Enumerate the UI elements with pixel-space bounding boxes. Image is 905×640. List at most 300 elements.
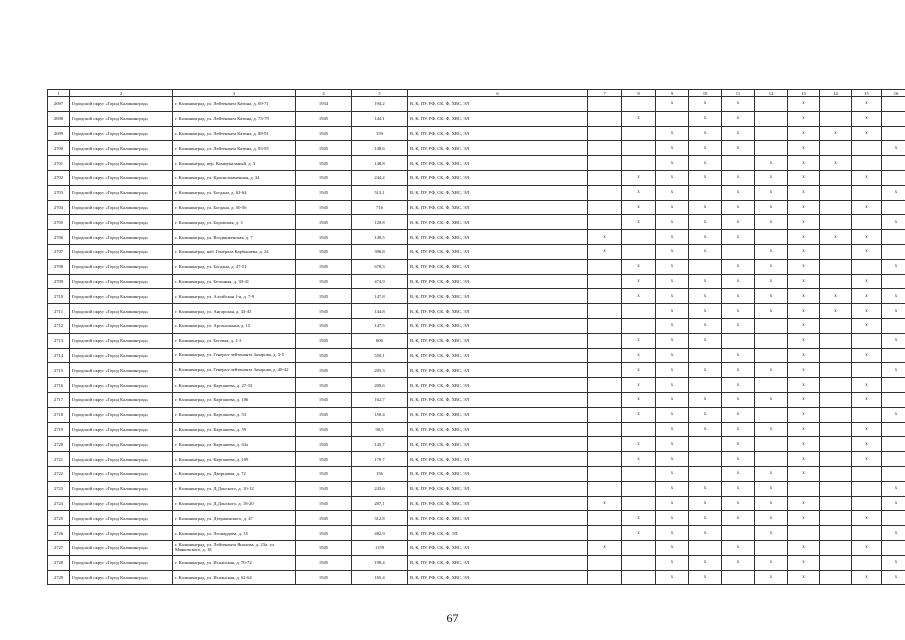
table-cell: 474,9 [352,274,408,289]
mark-cell [755,318,788,333]
table-cell: 2710 [48,289,70,304]
table-cell: г. Калининград, ул. Беговая, д. 1-3 [173,333,296,348]
table-cell: 2708 [48,259,70,274]
table-cell: 2714 [48,348,70,363]
mark-cell: х [656,97,689,112]
mark-cell [820,526,852,541]
mark-cell [820,244,852,259]
table-cell: г. Калининград, ул. Богдана, д. 47-51 [173,259,296,274]
table-cell: 1945 [296,259,352,274]
mark-cell: х [656,555,689,570]
table-cell: 2704 [48,200,70,215]
mark-cell [622,422,656,437]
mark-cell: х [788,230,820,245]
table-cell: Городской округ «Город Калининград» [70,185,173,200]
mark-cell [882,97,905,112]
table-cell: 2702 [48,170,70,185]
mark-cell [588,333,622,348]
mark-cell: х [755,555,788,570]
table-cell: Городской округ «Город Калининград» [70,378,173,393]
mark-cell: х [622,407,656,422]
mark-cell: х [820,156,852,171]
table-cell: 2712 [48,318,70,333]
table-cell: 149,5 [352,230,408,245]
table-cell: 90,5 [352,422,408,437]
mark-cell [820,452,852,467]
table-cell: 1945 [296,422,352,437]
table-row [48,466,905,481]
table-cell: В, К, ПУ, РФ, СК, Ф, ХВС, ЭЛ [408,363,588,378]
mark-cell: х [882,215,905,230]
mark-cell [588,363,622,378]
mark-cell [622,318,656,333]
table-cell: 2700 [48,141,70,156]
mark-cell [788,481,820,496]
mark-cell [882,126,905,141]
table-cell: Городской округ «Город Калининград» [70,333,173,348]
mark-cell: х [852,392,882,407]
mark-cell: х [755,289,788,304]
mark-cell: х [788,200,820,215]
mark-cell [820,570,852,585]
mark-cell [852,363,882,378]
mark-cell: х [755,304,788,319]
mark-cell [622,126,656,141]
table-cell: 2726 [48,526,70,541]
mark-cell [882,348,905,363]
table-cell: г. Калининград, ул. Лейтенанта Катина, д. 69-71 [173,97,296,112]
table-cell: 2725 [48,511,70,526]
mark-cell: х [788,422,820,437]
table-cell: В, К, ПУ, РФ, СК, Ф, ХВС, ЭЛ [408,555,588,570]
table-cell: Городской округ «Город Калининград» [70,496,173,511]
mark-cell: х [820,289,852,304]
table-cell: 147,8 [352,289,408,304]
mark-cell: х [852,348,882,363]
column-header: 1 [48,90,70,97]
mark-cell [622,555,656,570]
mark-cell: х [882,259,905,274]
table-cell: г. Калининград, ул. Карташева, д. 59 [173,422,296,437]
table-cell: Городской округ «Город Калининград» [70,304,173,319]
mark-cell [689,437,722,452]
column-header: 5 [352,90,408,97]
mark-cell: х [788,274,820,289]
table-cell: В, К, ПУ, РФ, СК, Ф, ХВС, ЭЛ [408,126,588,141]
mark-cell: х [788,141,820,156]
table-cell: В, К, ПУ, РФ, СК, Ф, ХВС, ЭЛ [408,333,588,348]
table-cell: Городской округ «Город Калининград» [70,170,173,185]
mark-cell [882,244,905,259]
mark-cell: х [722,304,755,319]
mark-cell [820,422,852,437]
table-cell: 2724 [48,496,70,511]
mark-cell: х [689,496,722,511]
mark-cell: х [689,170,722,185]
mark-cell: х [722,259,755,274]
table-cell: 2729 [48,570,70,585]
mark-cell [656,111,689,126]
table-cell: 205,3 [352,363,408,378]
mark-cell: х [588,496,622,511]
mark-cell: х [656,511,689,526]
mark-cell [852,526,882,541]
table-cell: 1945 [296,570,352,585]
table-cell: 1945 [296,437,352,452]
mark-cell [820,437,852,452]
table-cell: г. Калининград, ул. Дворцовая, д. 72 [173,466,296,481]
table-row [48,111,905,126]
table-cell: В, К, ПУ, РФ, СК, Ф, ХВС, ЭЛ [408,230,588,245]
table-cell: В, К, ПУ, РФ, СК, Ф, ХВС, ЭЛ [408,304,588,319]
table-cell: 194,2 [352,97,408,112]
table-cell: Городской округ «Город Калининград» [70,452,173,467]
table-row [48,540,905,555]
table-cell: Городской округ «Город Калининград» [70,481,173,496]
mark-cell: х [656,452,689,467]
table-cell: г. Калининград, ул. Боровская, д. 3 [173,215,296,230]
mark-cell: х [882,185,905,200]
table-row [48,422,905,437]
mark-cell [588,111,622,126]
table-row [48,511,905,526]
mark-cell [852,185,882,200]
mark-cell [588,392,622,407]
table-cell: Городской округ «Город Калининград» [70,259,173,274]
table-cell: г. Калининград, ул. Краснознаменная, д. 34 [173,170,296,185]
table-cell: В, К, ПУ, РФ, СК, Ф, ХВС, ЭЛ [408,466,588,481]
table-cell: 1945 [296,348,352,363]
mark-cell [788,526,820,541]
table-cell: 2706 [48,230,70,245]
mark-cell: х [689,407,722,422]
table-row [48,170,905,185]
table-cell: В, К, ПУ, РФ, СК, Ф, ХВС, ЭЛ [408,111,588,126]
mark-cell: х [788,97,820,112]
table-cell: 1945 [296,289,352,304]
table-cell: 1945 [296,511,352,526]
mark-cell: х [755,185,788,200]
table-cell: 156 [352,466,408,481]
mark-cell: х [882,363,905,378]
mark-cell [622,156,656,171]
column-header: 7 [588,90,622,97]
mark-cell: х [722,126,755,141]
mark-cell: х [788,496,820,511]
table-cell: г. Калининград, ул. Алтайская 1-я, д. 7-9 [173,289,296,304]
table-cell: Городской округ «Город Калининград» [70,437,173,452]
table-cell: 2709 [48,274,70,289]
mark-cell [820,215,852,230]
table-cell: Городской округ «Город Калининград» [70,540,173,555]
mark-cell [882,466,905,481]
mark-cell [755,378,788,393]
mark-cell [588,407,622,422]
mark-cell [722,526,755,541]
mark-cell: х [788,378,820,393]
table-cell: Городской округ «Город Калининград» [70,289,173,304]
table-cell: г. Калининград, ул. Испанская, д. 62-64 [173,570,296,585]
table-cell: 144,1 [352,111,408,126]
mark-cell [622,570,656,585]
table-cell: Городской округ «Город Калининград» [70,215,173,230]
table-cell: Городской округ «Город Калининград» [70,274,173,289]
mark-cell: х [622,215,656,230]
table-cell: 1945 [296,304,352,319]
mark-cell: х [689,230,722,245]
mark-cell: х [788,156,820,171]
register-table-container [47,89,899,585]
mark-cell: х [722,97,755,112]
table-cell: 170,7 [352,452,408,467]
mark-cell: х [689,481,722,496]
table-cell: 145,7 [352,437,408,452]
mark-cell [882,318,905,333]
mark-cell [588,526,622,541]
table-row [48,378,905,393]
table-cell: 1945 [296,378,352,393]
table-cell: В, К, ПУ, РФ, СК, Ф, ХВС, ЭЛ [408,570,588,585]
mark-cell: х [788,452,820,467]
mark-cell: х [852,97,882,112]
table-cell: 312,8 [352,511,408,526]
table-cell: 2728 [48,555,70,570]
table-row [48,97,905,112]
table-cell: 1945 [296,141,352,156]
mark-cell [722,156,755,171]
table-cell: г. Калининград, ул. Бетонная, д. 39-41 [173,274,296,289]
mark-cell [755,407,788,422]
table-cell: 1945 [296,452,352,467]
mark-cell: х [656,570,689,585]
mark-cell: х [788,392,820,407]
mark-cell [820,141,852,156]
mark-cell: х [689,392,722,407]
mark-cell: х [656,363,689,378]
mark-cell: х [722,422,755,437]
mark-cell [820,378,852,393]
mark-cell: х [722,348,755,363]
table-cell: В, К, ПУ, РФ, СК, Ф, ХВС, ЭЛ [408,156,588,171]
mark-cell: х [755,511,788,526]
table-cell: 2723 [48,481,70,496]
mark-cell: х [852,111,882,126]
mark-cell: х [755,215,788,230]
mark-cell [622,540,656,555]
table-row [48,274,905,289]
column-header: 4 [296,90,352,97]
mark-cell: х [852,170,882,185]
mark-cell [852,481,882,496]
table-cell: г. Калининград, ул. Дзержинского, д. 47 [173,511,296,526]
mark-cell: х [656,526,689,541]
table-cell: В, К, ПУ, РФ, СК, Ф, ХВС, ЭЛ [408,392,588,407]
table-cell: г. Калининград, ул. Испанская, д. 70-72 [173,555,296,570]
mark-cell: х [622,452,656,467]
mark-cell [852,407,882,422]
mark-cell [852,156,882,171]
mark-cell [689,452,722,467]
mark-cell [588,481,622,496]
mark-cell: х [722,230,755,245]
table-cell: 1945 [296,170,352,185]
mark-cell [622,466,656,481]
table-row [48,526,905,541]
mark-cell [820,318,852,333]
table-cell: 1945 [296,230,352,245]
mark-cell: х [788,111,820,126]
table-cell: г. Калининград, ул. Лейтенанта Яналова, д. 23а, ул. Маяковского, д. 18 [173,540,296,555]
table-cell: В, К, ПУ, РФ, СК, Ф, ХВС, ЭЛ [408,141,588,156]
table-cell: 1945 [296,318,352,333]
table-cell: В, К, ПУ, РФ, СК, Ф, ХВС, ЭЛ [408,215,588,230]
table-cell: г. Калининград, ул. Генерал-лейтенанта Захарова, д. 40-42 [173,363,296,378]
mark-cell: х [722,215,755,230]
table-cell: Городской округ «Город Калининград» [70,348,173,363]
mark-cell: х [755,244,788,259]
table-row [48,156,905,171]
mark-cell: х [656,259,689,274]
table-cell: 396,8 [352,244,408,259]
mark-cell: х [722,437,755,452]
mark-cell: х [722,289,755,304]
table-cell: В, К, ПУ, РФ, СК, Ф, ХВС, ЭЛ [408,348,588,363]
mark-cell [588,570,622,585]
mark-cell: х [722,185,755,200]
mark-cell [588,466,622,481]
table-cell: 162,7 [352,392,408,407]
column-header: 12 [755,90,788,97]
mark-cell: х [622,333,656,348]
mark-cell [588,215,622,230]
table-cell: В, К, ПУ, РФ, СК, Ф, ХВС, ЭЛ [408,97,588,112]
table-cell: 198,4 [352,555,408,570]
table-cell: г. Калининград, ул. Лейтенанта Катина, д. 73-79 [173,111,296,126]
table-cell: В, К, ПУ, РФ, СК, Ф, ХВС, ЭЛ [408,511,588,526]
mark-cell: х [689,333,722,348]
mark-cell: х [788,363,820,378]
column-header: 10 [689,90,722,97]
table-cell: 2715 [48,363,70,378]
table-cell: Городской округ «Город Калининград» [70,422,173,437]
table-cell: г. Калининград, ул. Карташева, д. 63а [173,437,296,452]
mark-cell [755,348,788,363]
table-cell: В, К, ПУ, РФ, СК, Ф, ХВС, ЭЛ [408,378,588,393]
mark-cell: х [689,200,722,215]
mark-cell: х [722,141,755,156]
mark-cell: х [788,348,820,363]
mark-cell: х [689,274,722,289]
mark-cell [588,511,622,526]
table-cell: 243,6 [352,481,408,496]
mark-cell [588,555,622,570]
mark-cell: х [755,466,788,481]
mark-cell: х [852,230,882,245]
table-cell: Городской округ «Город Калининград» [70,555,173,570]
mark-cell: х [788,540,820,555]
mark-cell [722,570,755,585]
mark-cell: х [656,496,689,511]
mark-cell: х [656,244,689,259]
mark-cell [820,466,852,481]
mark-cell: х [622,348,656,363]
mark-cell [722,244,755,259]
table-cell: Городской округ «Город Калининград» [70,526,173,541]
mark-cell: х [852,540,882,555]
mark-cell [820,511,852,526]
table-cell: 1945 [296,111,352,126]
mark-cell: х [722,481,755,496]
mark-cell: х [722,407,755,422]
mark-cell [852,496,882,511]
mark-cell: х [852,570,882,585]
table-cell: 2697 [48,97,70,112]
mark-cell: х [622,259,656,274]
mark-cell: х [689,156,722,171]
mark-cell: х [852,452,882,467]
table-cell: Городской округ «Город Калининград» [70,570,173,585]
mark-cell [852,259,882,274]
mark-cell [852,215,882,230]
mark-cell [882,170,905,185]
table-cell: В, К, ПУ, РФ, СК, Ф, ХВС, ЭЛ [408,452,588,467]
mark-cell: х [722,200,755,215]
mark-cell: х [656,348,689,363]
mark-cell: х [722,466,755,481]
mark-cell [755,97,788,112]
table-cell: В, К, ПУ, РФ, СК, Ф, ХВС, ЭЛ [408,437,588,452]
column-header: 2 [70,90,173,97]
mark-cell: х [788,333,820,348]
mark-cell: х [622,526,656,541]
table-row [48,555,905,570]
mark-cell: х [656,466,689,481]
table-cell: 2703 [48,185,70,200]
mark-cell [852,466,882,481]
mark-cell: х [656,378,689,393]
table-cell: В, К, ПУ, РФ, СК, Ф, ХВС, ЭЛ [408,407,588,422]
mark-cell: х [622,200,656,215]
table-row [48,259,905,274]
mark-cell: х [622,437,656,452]
mark-cell: х [656,392,689,407]
mark-cell [689,348,722,363]
mark-cell [689,185,722,200]
table-row [48,496,905,511]
mark-cell [820,185,852,200]
mark-cell: х [722,511,755,526]
mark-cell: х [689,363,722,378]
mark-cell: х [755,496,788,511]
table-cell: 2707 [48,244,70,259]
mark-cell [588,259,622,274]
mark-cell [588,289,622,304]
mark-cell [882,200,905,215]
mark-cell: х [656,185,689,200]
table-cell: Городской округ «Город Калининград» [70,511,173,526]
table-cell: 2727 [48,540,70,555]
mark-cell: х [656,215,689,230]
mark-cell: х [656,481,689,496]
table-cell: г. Калининград, наб. Генерала Карбышева, д. 24 [173,244,296,259]
mark-cell [755,333,788,348]
table-cell: В, К, ПУ, РФ, СК, Ф, ХВС, ЭЛ [408,244,588,259]
mark-cell [588,141,622,156]
table-cell: 209,6 [352,378,408,393]
table-row [48,570,905,585]
mark-cell [689,378,722,393]
mark-cell: х [755,526,788,541]
